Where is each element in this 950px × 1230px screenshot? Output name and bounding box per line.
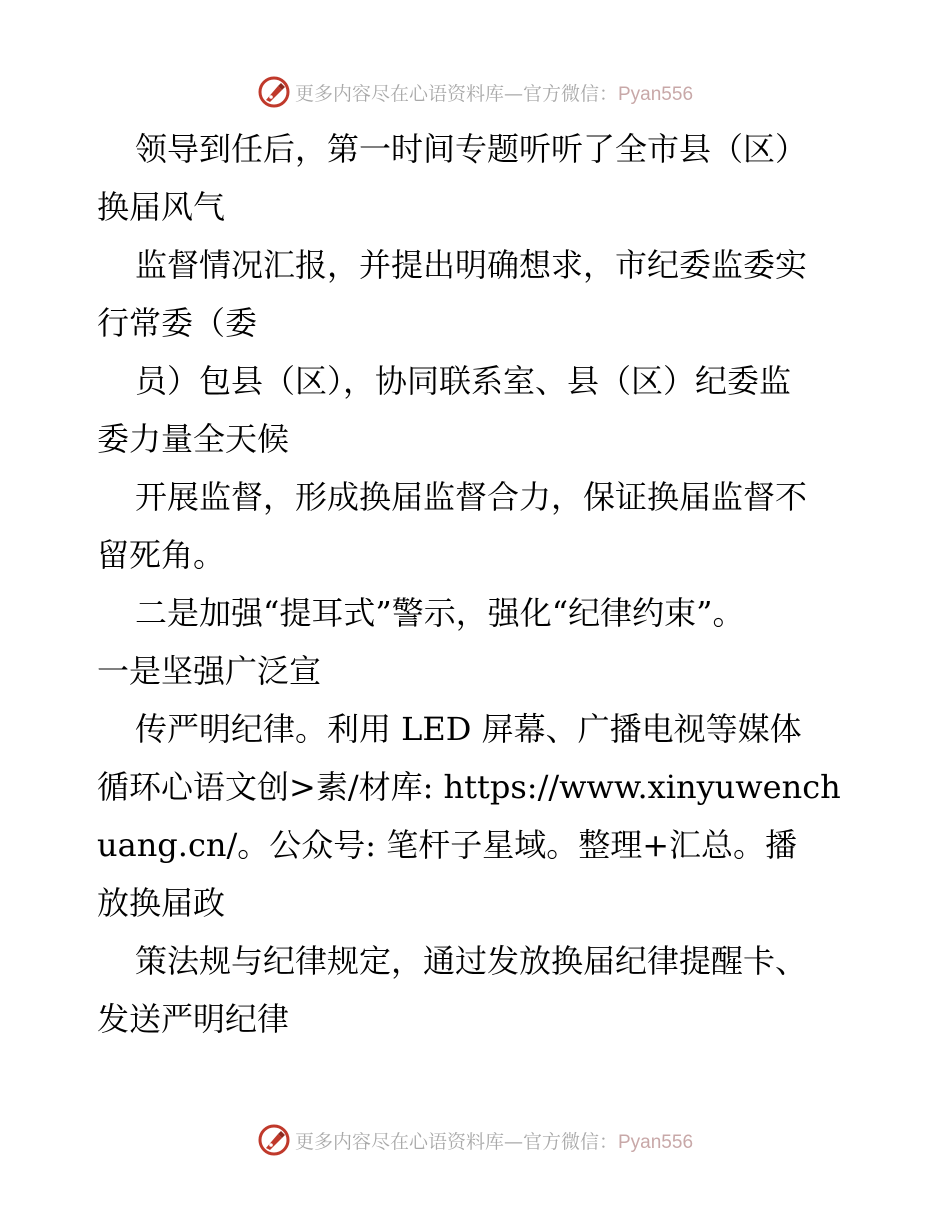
pen-nib-logo-icon — [257, 75, 291, 109]
header-watermark — [0, 72, 950, 112]
paragraph-1 — [97, 120, 857, 236]
paragraph-5 — [97, 584, 857, 700]
pen-nib-logo-icon — [257, 1123, 291, 1157]
text-line: 二是加强“提耳式”警示，强化“纪律约束”。 — [135, 594, 745, 632]
watermark-wechat-label: 官方微信： — [522, 1130, 618, 1153]
watermark-text — [295, 1127, 693, 1154]
text-line: 策法规与纪律规定，通过发放换届纪律提醒卡、 — [135, 942, 808, 980]
text-line: 发送严明纪律 — [97, 1000, 290, 1038]
watermark-site-text: 更多内容尽在心语资料库 — [294, 1130, 504, 1153]
paragraph-4 — [97, 468, 857, 584]
watermark-separator: — — [503, 82, 523, 105]
watermark-wechat-id: Pyan556 — [618, 83, 694, 105]
text-line: 一是坚强广泛宣 — [97, 652, 322, 690]
text-line: 委力量全天候 — [97, 420, 290, 458]
text-line: 传严明纪律。利用 LED 屏幕、广播电视等媒体 — [135, 710, 802, 748]
paragraph-6 — [97, 700, 857, 932]
text-line: 换届风气 — [97, 188, 226, 226]
text-line: 循环心语文创>素/材库: https://www.xinyuwench — [97, 768, 841, 806]
text-line: 监督情况汇报，并提出明确想求，市纪委监委实 — [135, 246, 808, 284]
watermark-site-text: 更多内容尽在心语资料库 — [294, 82, 504, 105]
text-line: 放换届政 — [97, 884, 226, 922]
text-line: 留死角。 — [97, 536, 226, 574]
footer-watermark — [0, 1120, 950, 1160]
paragraph-2 — [97, 236, 857, 352]
paragraph-7 — [97, 932, 857, 1048]
text-line: 员）包县（区），协同联系室、县（区）纪委监 — [135, 362, 792, 400]
watermark-text — [295, 79, 693, 106]
text-line: uang.cn/。公众号: 笔杆子星域。整理+汇总。播 — [97, 826, 798, 864]
watermark-separator: — — [503, 1130, 523, 1153]
text-line: 领导到任后，第一时间专题听听了全市县（区） — [135, 130, 808, 168]
paragraph-3 — [97, 352, 857, 468]
text-line: 行常委（委 — [97, 304, 258, 342]
text-line: 开展监督，形成换届监督合力，保证换届监督不 — [135, 478, 808, 516]
watermark-wechat-label: 官方微信： — [522, 82, 618, 105]
document-body — [97, 120, 857, 1048]
watermark-wechat-id: Pyan556 — [618, 1131, 694, 1153]
